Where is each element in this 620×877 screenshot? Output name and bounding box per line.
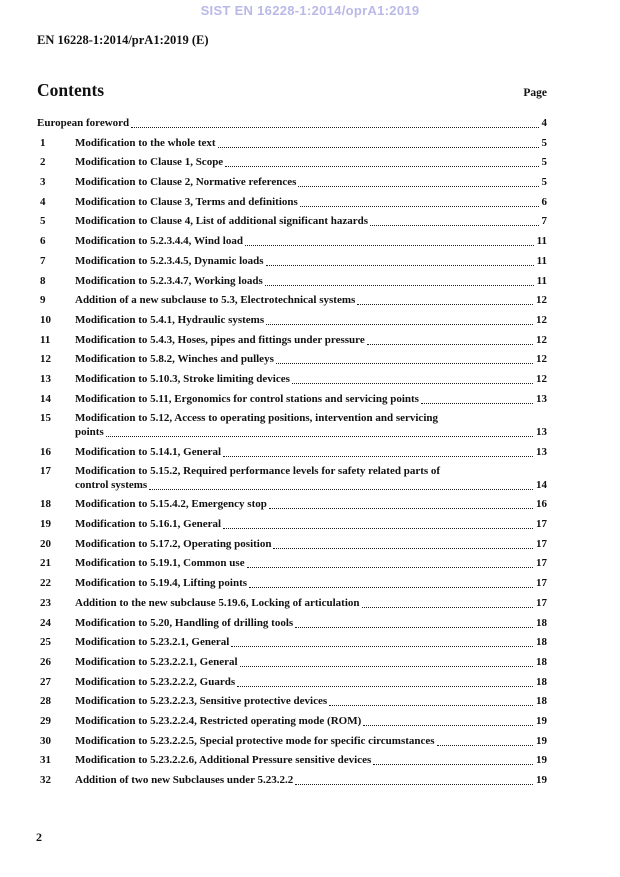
toc-entry-page: 17 — [536, 596, 547, 609]
toc-entry-body — [75, 518, 547, 532]
toc-entry-title: Modification to 5.19.4, Lifting points — [75, 577, 248, 590]
toc-dot-leader — [363, 725, 533, 726]
toc-entry-title: Addition of two new Subclauses under 5.23.2.2 — [75, 774, 294, 786]
toc-entry-body — [75, 577, 547, 591]
toc-entry-page: 19 — [536, 734, 547, 747]
toc-entry-title: Modification to 5.15.4.2, Emergency stop — [75, 498, 267, 511]
toc-dot-leader — [370, 225, 538, 226]
toc-entry-body — [75, 235, 547, 249]
toc-entry-title: Modification to 5.4.3, Hoses, pipes and fittings under pressure — [75, 333, 365, 346]
toc-entry-body — [75, 334, 547, 348]
toc-entry-body — [75, 597, 547, 611]
toc-dot-leader — [225, 166, 538, 167]
toc-entry-page: 17 — [536, 537, 547, 550]
toc-row — [37, 577, 547, 591]
toc-entry-page: 12 — [536, 333, 547, 346]
toc-entry-line — [75, 518, 547, 532]
toc-entry-body — [75, 774, 547, 788]
toc-entry-title: Modification to Clause 2, Normative references — [75, 176, 297, 189]
toc-entry-line — [75, 577, 547, 591]
toc-entry-number: 22 — [40, 577, 51, 590]
toc-row — [37, 597, 547, 611]
toc-row — [37, 774, 547, 788]
toc-entry-page: 13 — [536, 445, 547, 458]
toc-entry-page: 17 — [536, 518, 547, 531]
toc-dot-leader — [149, 489, 533, 490]
toc-entry-line — [75, 446, 547, 460]
toc-entry-page: 19 — [536, 774, 547, 786]
toc-row — [37, 196, 547, 210]
toc-entry-line — [75, 196, 547, 210]
toc-entry-title: Modification to 5.23.2.2.4, Restricted operating mode (ROM) — [75, 714, 362, 727]
toc-entry-page: 12 — [536, 353, 547, 366]
toc-entry-title: Modification to Clause 1, Scope — [75, 156, 224, 169]
toc-entry-line — [75, 235, 547, 249]
toc-entry-number: 9 — [40, 294, 46, 307]
toc-entry-line — [75, 735, 547, 749]
toc-entry-title: Modification to Clause 4, List of additional significant hazards — [75, 215, 369, 228]
toc-entry-title: Modification to 5.12, Access to operating positions, intervention and servicing — [75, 412, 438, 425]
toc-entry-number: 11 — [40, 333, 51, 346]
toc-entry-body — [75, 498, 547, 512]
toc-entry-line — [75, 393, 547, 407]
toc-entry-page: 7 — [541, 215, 547, 228]
toc-entry-page: 19 — [536, 714, 547, 727]
toc-dot-leader — [295, 627, 533, 628]
toc-entry-title: Addition to the new subclause 5.19.6, Locking of articulation — [75, 596, 360, 609]
toc-entry-title: Modification to 5.23.2.2.5, Special protective mode for specific circumstances — [75, 734, 435, 747]
toc-entry-title: Modification to 5.2.3.4.7, Working loads — [75, 274, 263, 287]
toc-row — [37, 735, 547, 749]
toc-entry-number: 31 — [40, 754, 51, 767]
toc-dot-leader — [266, 324, 533, 325]
toc-row — [37, 353, 547, 367]
toc-row — [37, 373, 547, 387]
toc-row — [37, 557, 547, 571]
toc-entry-body — [75, 557, 547, 571]
toc-entry-number: 25 — [40, 636, 51, 649]
toc-dot-leader — [266, 265, 534, 266]
toc-entry-title: Modification to 5.23.2.2.2, Guards — [75, 675, 236, 688]
toc-entry-page: 18 — [536, 616, 547, 629]
toc-entry-title: Modification to 5.10.3, Stroke limiting devices — [75, 372, 290, 385]
toc-entry-title: Modification to 5.20, Handling of drilling tools — [75, 616, 294, 629]
toc-entry-title: Modification to 5.19.1, Common use — [75, 557, 245, 570]
toc-entry-number: 32 — [40, 774, 51, 786]
toc-entry-page: 11 — [536, 274, 547, 287]
toc-entry-line — [75, 617, 547, 631]
toc-row — [37, 518, 547, 532]
toc-entry-body — [37, 117, 547, 131]
toc-entry-line — [75, 275, 547, 289]
toc-dot-leader — [269, 508, 533, 509]
toc-dot-leader — [237, 686, 533, 687]
toc-row — [37, 255, 547, 269]
toc-entry-line — [75, 538, 547, 552]
toc-row — [37, 715, 547, 729]
toc-entry-title: Modification to 5.2.3.4.4, Wind load — [75, 235, 243, 248]
toc-entry-body — [75, 465, 547, 492]
toc-entry-line — [75, 715, 547, 729]
toc-entry-number: 13 — [40, 372, 51, 385]
toc-entry-body — [75, 412, 547, 439]
toc-dot-leader — [298, 186, 538, 187]
toc-entry-page: 18 — [536, 636, 547, 649]
toc-entry-body — [75, 676, 547, 690]
toc-row — [37, 695, 547, 709]
toc-entry-title: Modification to 5.23.2.2.6, Additional Pressure sensitive devices — [75, 754, 372, 767]
toc-entry-body — [75, 715, 547, 729]
toc-entry-page: 11 — [536, 254, 547, 267]
toc-row — [37, 412, 547, 439]
toc-entry-page: 5 — [541, 176, 547, 189]
toc-entry-line — [75, 695, 547, 709]
toc-row — [37, 156, 547, 170]
toc-entry-page: 4 — [541, 117, 547, 129]
toc-row — [37, 393, 547, 407]
toc-dot-leader — [223, 456, 533, 457]
toc-entry-body — [75, 393, 547, 407]
toc-row — [37, 117, 547, 131]
toc-dot-leader — [329, 705, 533, 706]
toc-row — [37, 446, 547, 460]
toc-entry-page: 18 — [536, 695, 547, 708]
toc-entry-page: 17 — [536, 577, 547, 590]
toc-entry-body — [75, 176, 547, 190]
toc-entry-page: 6 — [541, 195, 547, 208]
toc-entry-page: 14 — [536, 478, 547, 491]
toc-entry-number: 14 — [40, 392, 51, 405]
toc-entry-title: Modification to 5.16.1, General — [75, 518, 222, 531]
contents-header — [37, 80, 547, 101]
toc-dot-leader — [373, 764, 533, 765]
toc-entry-number: 28 — [40, 695, 51, 708]
toc-entry-title: Modification to 5.8.2, Winches and pulleys — [75, 353, 274, 366]
toc-dot-leader — [247, 567, 533, 568]
toc-entry-page: 11 — [536, 235, 547, 248]
toc-entry-body — [75, 294, 547, 308]
toc-entry-title: Modification to 5.14.1, General — [75, 445, 222, 458]
toc-entry-line — [75, 255, 547, 269]
toc-row — [37, 636, 547, 650]
toc-entry-page: 12 — [536, 294, 547, 307]
toc-entry-line — [75, 498, 547, 512]
toc-entry-body — [75, 735, 547, 749]
footer-page-number: 2 — [36, 830, 42, 844]
toc-entry-body — [75, 137, 547, 151]
toc-dot-leader — [295, 784, 533, 785]
document-reference: EN 16228-1:2014/prA1:2019 (E) — [37, 33, 209, 47]
toc-entry-body — [75, 255, 547, 269]
toc-entry-title: Modification to 5.2.3.4.5, Dynamic loads — [75, 254, 264, 267]
toc-entry-title: Modification to the whole text — [75, 136, 216, 149]
toc-dot-leader — [231, 646, 533, 647]
toc-entry-number: 10 — [40, 313, 51, 326]
toc-entry-number: 26 — [40, 655, 51, 668]
toc-entry-line — [75, 373, 547, 387]
toc-row — [37, 137, 547, 151]
toc-entry-line — [75, 314, 547, 328]
toc-entry-line — [75, 597, 547, 611]
toc-entry-title: control systems — [75, 478, 148, 491]
toc-dot-leader — [357, 304, 533, 305]
toc-row — [37, 235, 547, 249]
toc-entry-page: 12 — [536, 372, 547, 385]
toc-dot-leader — [245, 245, 534, 246]
toc-dot-leader — [276, 363, 533, 364]
toc-row — [37, 617, 547, 631]
toc-entry-title: Addition of a new subclause to 5.3, Electrotechnical systems — [75, 294, 356, 307]
contents-title: Contents — [37, 80, 105, 100]
toc-dot-leader — [292, 383, 533, 384]
toc-entry-body — [75, 617, 547, 631]
toc-entry-title: Modification to 5.23.2.2.1, General — [75, 655, 238, 668]
toc-row — [37, 176, 547, 190]
toc-dot-leader — [367, 344, 533, 345]
toc-entry-number: 24 — [40, 616, 51, 629]
toc-row — [37, 314, 547, 328]
toc-entry-page: 19 — [536, 754, 547, 767]
toc-entry-line — [75, 156, 547, 170]
toc-entry-page: 18 — [536, 675, 547, 688]
toc-entry-number: 15 — [40, 412, 51, 425]
toc-entry-number: 12 — [40, 353, 51, 366]
toc-entry-number: 16 — [40, 445, 51, 458]
toc-entry-page: 18 — [536, 655, 547, 668]
toc-entry-line — [75, 426, 547, 440]
toc-row — [37, 275, 547, 289]
toc-dot-leader — [437, 745, 533, 746]
toc-entry-line — [75, 294, 547, 308]
toc-entry-number: 19 — [40, 518, 51, 531]
toc-entry-line — [75, 636, 547, 650]
toc-entry-line — [75, 353, 547, 367]
toc-entry-body — [75, 156, 547, 170]
toc-entry-page: 13 — [536, 425, 547, 438]
toc-entry-body — [75, 275, 547, 289]
toc-dot-leader — [273, 548, 533, 549]
toc-entry-title: European foreword — [37, 117, 130, 129]
toc-entry-line — [75, 676, 547, 690]
toc-dot-leader — [362, 607, 534, 608]
toc-entry-title: Modification to 5.15.2, Required performance levels for safety related parts of — [75, 465, 441, 478]
toc-entry-title: points — [75, 425, 104, 438]
toc-entry-page: 5 — [541, 136, 547, 149]
toc-entry-title: Modification to 5.11, Ergonomics for control stations and servicing points — [75, 392, 419, 405]
toc-entry-line — [75, 176, 547, 190]
toc-row — [37, 498, 547, 512]
toc-entry-number: 23 — [40, 596, 51, 609]
toc-entry-number: 5 — [40, 215, 46, 228]
toc-entry-number: 4 — [40, 195, 46, 208]
toc-row — [37, 334, 547, 348]
toc-entry-body — [75, 215, 547, 229]
toc-entry-body — [75, 754, 547, 768]
toc-entry-number: 3 — [40, 176, 46, 189]
toc-row — [37, 656, 547, 670]
toc-entry-line — [75, 215, 547, 229]
toc-entry-number: 17 — [40, 465, 51, 478]
toc-entry-page: 17 — [536, 557, 547, 570]
toc-row — [37, 215, 547, 229]
toc-entry-line — [75, 557, 547, 571]
toc-entry-title: Modification to 5.23.2.1, General — [75, 636, 230, 649]
toc-entry-number: 21 — [40, 557, 51, 570]
toc-entry-body — [75, 314, 547, 328]
toc-entry-body — [75, 656, 547, 670]
toc-dot-leader — [249, 587, 533, 588]
table-of-contents — [37, 117, 547, 794]
toc-entry-body — [75, 196, 547, 210]
toc-entry-line — [75, 334, 547, 348]
toc-entry-body — [75, 636, 547, 650]
toc-entry-body — [75, 695, 547, 709]
toc-dot-leader — [300, 206, 539, 207]
toc-dot-leader — [421, 403, 533, 404]
toc-entry-number: 1 — [40, 136, 46, 149]
toc-entry-title: Modification to 5.4.1, Hydraulic systems — [75, 313, 265, 326]
toc-entry-number: 7 — [40, 254, 46, 267]
page-column-label: Page — [523, 87, 547, 99]
toc-row — [37, 294, 547, 308]
toc-entry-body — [75, 353, 547, 367]
toc-entry-number: 2 — [40, 156, 46, 169]
toc-entry-number: 18 — [40, 498, 51, 511]
toc-entry-number: 29 — [40, 714, 51, 727]
toc-entry-number: 6 — [40, 235, 46, 248]
toc-entry-line — [75, 754, 547, 768]
toc-entry-body — [75, 373, 547, 387]
toc-dot-leader — [223, 528, 533, 529]
toc-entry-number: 8 — [40, 274, 46, 287]
toc-row — [37, 538, 547, 552]
toc-entry-line — [75, 774, 547, 788]
toc-dot-leader — [106, 436, 533, 437]
toc-entry-number: 20 — [40, 537, 51, 550]
toc-entry-title: Modification to Clause 3, Terms and definitions — [75, 195, 298, 208]
toc-entry-page: 13 — [536, 392, 547, 405]
toc-row — [37, 754, 547, 768]
toc-dot-leader — [240, 666, 533, 667]
toc-entry-body — [75, 446, 547, 460]
toc-entry-number: 30 — [40, 734, 51, 747]
toc-entry-page: 12 — [536, 313, 547, 326]
toc-row — [37, 676, 547, 690]
toc-entry-body — [75, 538, 547, 552]
toc-dot-leader — [218, 147, 539, 148]
toc-entry-line — [75, 656, 547, 670]
toc-row — [37, 465, 547, 492]
toc-entry-title: Modification to 5.17.2, Operating position — [75, 537, 272, 550]
toc-entry-number: 27 — [40, 675, 51, 688]
toc-entry-line — [75, 479, 547, 493]
toc-dot-leader — [131, 127, 538, 128]
toc-entry-line — [37, 117, 547, 131]
sist-watermark: SIST EN 16228-1:2014/oprA1:2019 — [200, 3, 420, 18]
toc-entry-page: 5 — [541, 156, 547, 169]
toc-entry-page: 16 — [536, 498, 547, 511]
toc-entry-line — [75, 137, 547, 151]
toc-dot-leader — [265, 285, 534, 286]
toc-entry-title: Modification to 5.23.2.2.3, Sensitive protective devices — [75, 695, 328, 708]
